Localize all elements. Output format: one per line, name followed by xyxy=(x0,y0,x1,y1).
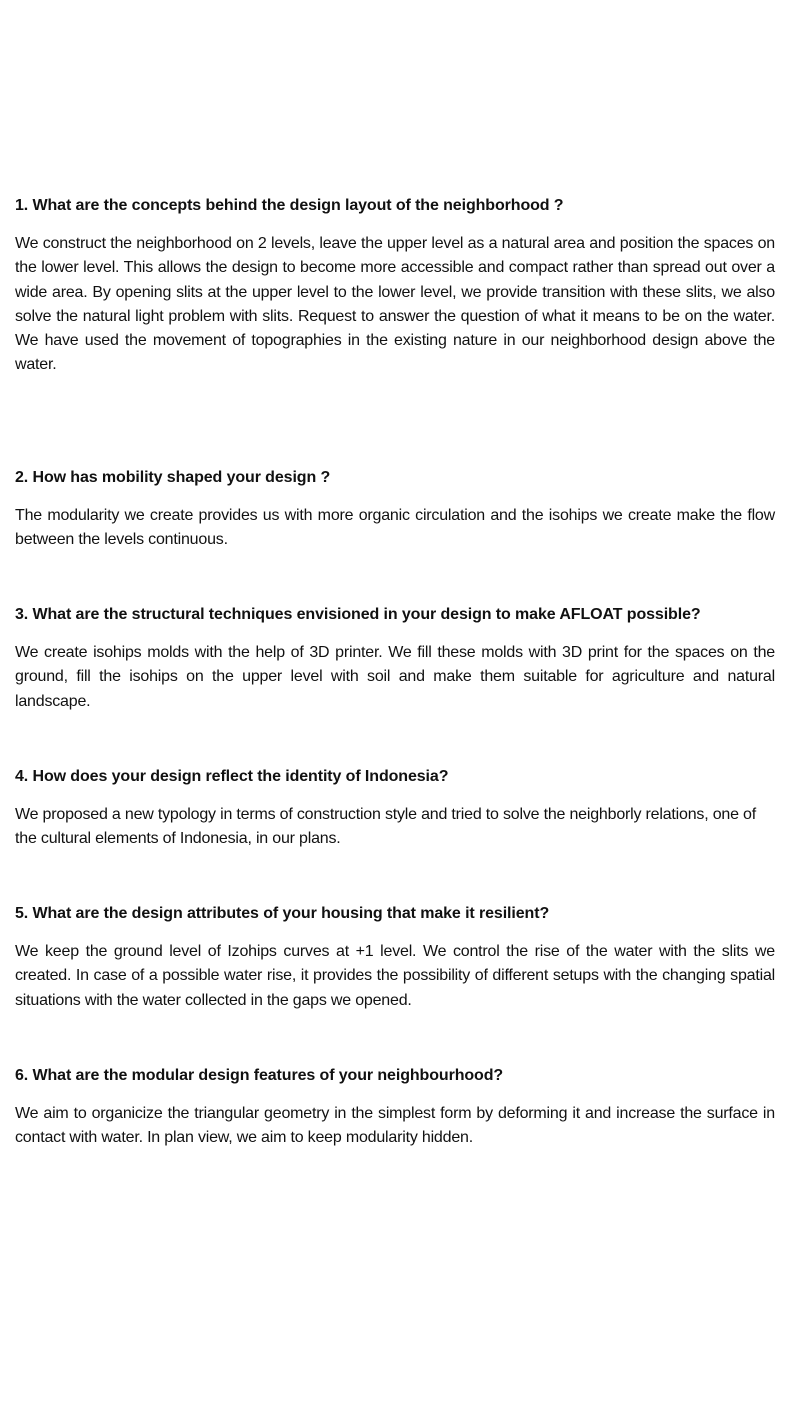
answer-paragraph: The modularity we create provides us with more organic circulation and the isohips we create make the flow between the levels continuous. xyxy=(15,507,775,549)
qa-block-5 xyxy=(15,904,775,1013)
question-heading: 3. What are the structural techniques envisioned in your design to make AFLOAT possible? xyxy=(15,606,701,623)
qa-block-2 xyxy=(15,468,775,553)
answer-paragraph: We create isohips molds with the help of 3D printer. We fill these molds with 3D print for the spaces on the ground, fill the isohips on the upper level with soil and make them suitable for agriculture and natural landscape. xyxy=(15,644,775,710)
qa-block-1 xyxy=(15,196,775,378)
answer-paragraph: We proposed a new typology in terms of construction style and tried to solve the neighborly relations, one of the cultural elements of Indonesia, in our plans. xyxy=(15,806,756,848)
qa-block-4 xyxy=(15,767,775,852)
answer-paragraph: We keep the ground level of Izohips curves at +1 level. We control the rise of the water with the slits we created. In case of a possible water rise, it provides the possibility of different setups with the changing spatial situations with the water collected in the gaps we opened. xyxy=(15,943,775,1009)
qa-block-3 xyxy=(15,605,775,714)
answer-paragraph: We construct the neighborhood on 2 levels, leave the upper level as a natural area and position the spaces on the lower level. This allows the design to become more accessible and compact rather than spread out over a wide area. By opening slits at the upper level to the lower level, we provide transition with these slits, we also solve the natural light problem with slits. Request to answer the question of what it means to be on the water. We have used the movement of topographies in the existing nature in our neighborhood design above the water. xyxy=(15,235,775,374)
question-heading: 6. What are the modular design features of your neighbourhood? xyxy=(15,1067,504,1084)
answer-paragraph: We aim to organicize the triangular geometry in the simplest form by deforming it and increase the surface in contact with water. In plan view, we aim to keep modularity hidden. xyxy=(15,1105,775,1147)
qa-block-6 xyxy=(15,1066,775,1151)
question-heading: 2. How has mobility shaped your design ? xyxy=(15,469,331,486)
question-heading: 1. What are the concepts behind the design layout of the neighborhood ? xyxy=(15,197,564,214)
question-heading: 5. What are the design attributes of your housing that make it resilient? xyxy=(15,905,550,922)
question-heading: 4. How does your design reflect the identity of Indonesia? xyxy=(15,768,449,785)
